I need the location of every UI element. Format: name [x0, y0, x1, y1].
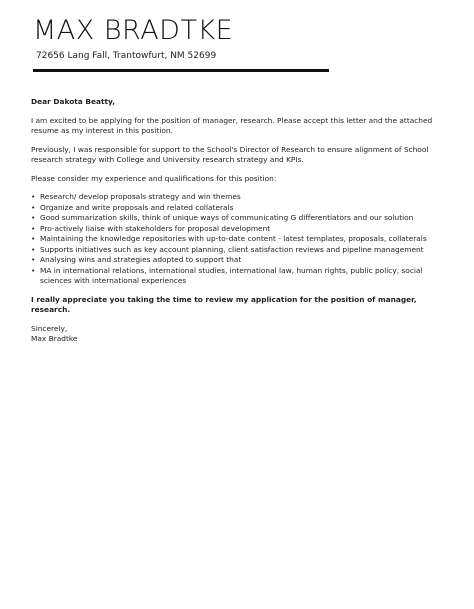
signoff: Sincerely, — [31, 323, 68, 333]
signature-name: Max Bradtke — [31, 334, 78, 343]
letter-body — [31, 97, 451, 345]
salutation: Dear Dakota Beatty, — [31, 97, 116, 106]
intro-paragraph: I am excited to be applying for the position of manager, research. Please accept this letter and the attached resume as my interest in this position. — [31, 115, 433, 135]
list-item: • Supports initiatives such as key account planning, client satisfaction reviews and pipeline management — [40, 245, 451, 256]
qualifications-lead-in: Please consider my experience and qualifications for this position: — [31, 173, 277, 183]
list-item: • Pro-actively liaise with stakeholders for proposal development — [40, 224, 451, 235]
list-item: • Organize and write proposals and related collaterals — [40, 203, 451, 214]
closing-statement: I really appreciate you taking the time to review my application for the position of manager, research. — [31, 294, 417, 314]
list-item: • Analysing wins and strategies adopted to support that — [40, 255, 451, 266]
list-item: • Research/ develop proposals strategy and win themes — [40, 192, 451, 203]
applicant-name: MAX BRADTKE — [33, 15, 234, 46]
header-divider — [33, 69, 329, 72]
qualifications-list — [31, 192, 451, 287]
experience-paragraph: Previously, I was responsible for support to the School's Director of Research to ensure alignment of School research strategy with College and University research strategy and KPIs. — [31, 144, 429, 164]
list-item: • Maintaining the knowledge repositories with up-to-date content - latest templates, proposals, collaterals — [40, 234, 451, 245]
applicant-address: 72656 Lang Fall, Trantowfurt, NM 52699 — [36, 51, 217, 61]
list-item: • MA in international relations, international studies, international law, human rights, public policy, social sciences with international experiences — [40, 266, 451, 287]
list-item: • Good summarization skills, think of unique ways of communicating G differentiators and our solution — [40, 213, 451, 224]
